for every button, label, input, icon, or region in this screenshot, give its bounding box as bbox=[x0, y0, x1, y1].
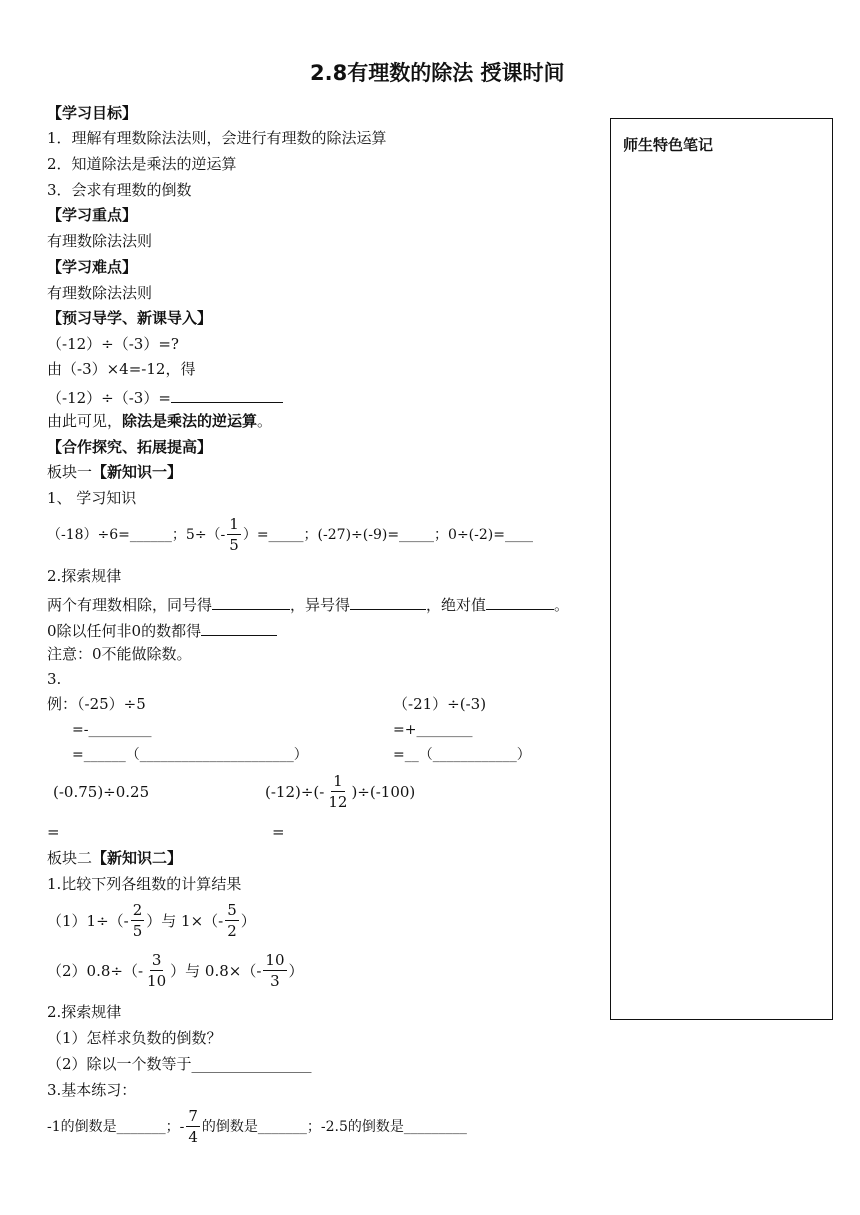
fraction-numerator: 3 bbox=[151, 951, 162, 969]
explore-heading: 【合作探究、拓展提高】 bbox=[47, 438, 213, 456]
compare-2-b: ）与 0.8×（- bbox=[170, 961, 262, 980]
preview-line-4-suffix: 。 bbox=[257, 412, 273, 430]
compare-1-a: （1）1÷（- bbox=[47, 911, 129, 930]
fraction-numerator: 2 bbox=[132, 901, 143, 919]
example-right-2: =+________ bbox=[393, 722, 473, 738]
notes-box-title: 师生特色笔记 bbox=[623, 136, 714, 154]
example-left-3: =______（______________________） bbox=[72, 747, 308, 763]
practice-line bbox=[47, 1103, 467, 1151]
fraction-numerator: 5 bbox=[227, 901, 237, 919]
rule-line-1-d: 。 bbox=[554, 596, 570, 614]
answer-blank[interactable] bbox=[350, 595, 426, 610]
explore-item-3: 3. bbox=[47, 670, 62, 688]
compare-1-b: ）与 1×（- bbox=[146, 911, 224, 930]
fraction-denominator: 12 bbox=[328, 793, 348, 811]
block-2-question-1: （1）怎样求负数的倒数？ bbox=[47, 1029, 222, 1047]
fraction bbox=[145, 953, 168, 989]
fraction-denominator: 4 bbox=[188, 1128, 198, 1146]
block-2-question-2: （2）除以一个数等于________________ bbox=[47, 1055, 312, 1073]
block-2-rule-title: 2.探索规律 bbox=[47, 1003, 122, 1021]
preview-line-1: （-12）÷（-3）=? bbox=[47, 335, 179, 353]
answer-blank[interactable] bbox=[201, 621, 277, 636]
practice-b: 的倒数是_______；-2.5的倒数是_________ bbox=[201, 1119, 467, 1135]
answer-blank[interactable] bbox=[212, 595, 290, 610]
page-title: 2.8有理数的除法 授课时间 bbox=[310, 61, 565, 85]
calc-line bbox=[47, 512, 533, 558]
rule-line-1-c: ，绝对值 bbox=[426, 596, 487, 614]
compare-2 bbox=[47, 947, 304, 995]
answer-blank[interactable] bbox=[486, 595, 554, 610]
fraction-denominator: 2 bbox=[227, 922, 237, 940]
example-2-left: (-0.75)÷0.25 bbox=[53, 783, 150, 801]
objectives-heading: 【学习目标】 bbox=[47, 104, 138, 122]
practice-title: 3.基本练习： bbox=[47, 1081, 137, 1099]
fraction-denominator: 3 bbox=[270, 972, 280, 990]
objective-item: 2．知道除法是乘法的逆运算 bbox=[47, 155, 237, 173]
compare-1 bbox=[47, 897, 256, 945]
preview-line-4-prefix: 由此可见， bbox=[47, 412, 123, 430]
compare-2-a: （2）0.8÷（- bbox=[47, 961, 144, 980]
preview-heading: 【预习导学、新课导入】 bbox=[47, 309, 213, 327]
equals-sign: = bbox=[272, 823, 285, 841]
fraction bbox=[131, 903, 145, 939]
rule-line-1-b: ，异号得 bbox=[290, 596, 351, 614]
key-points-text: 有理数除法法则 bbox=[47, 232, 153, 250]
fraction-numerator: 10 bbox=[265, 951, 285, 969]
rule-note: 注意：0不能做除数。 bbox=[47, 645, 192, 663]
objective-item: 1．理解有理数除法法则，会进行有理数的除法运算 bbox=[47, 129, 387, 147]
calc-text-a: （-18）÷6=______；5÷（- bbox=[47, 527, 226, 543]
block-1-prefix: 板块一 bbox=[47, 463, 93, 481]
fraction bbox=[225, 903, 239, 939]
preview-line-2: 由（-3）×4=-12，得 bbox=[47, 360, 196, 378]
rule-line-1-a: 两个有理数相除，同号得 bbox=[47, 596, 213, 614]
block-2-prefix: 板块二 bbox=[47, 849, 93, 867]
example-right-1: （-21）÷(-3) bbox=[393, 695, 487, 713]
answer-blank[interactable] bbox=[171, 388, 283, 403]
rule-title: 2.探索规律 bbox=[47, 567, 122, 585]
fraction-denominator: 5 bbox=[132, 922, 143, 940]
preview-line-4-bold: 除法是乘法的逆运算 bbox=[122, 412, 258, 430]
example-2-right-b: )÷(-100) bbox=[351, 782, 416, 801]
compare-1-c: ） bbox=[240, 911, 256, 930]
key-points-heading: 【学习重点】 bbox=[47, 206, 138, 224]
notes-box bbox=[610, 118, 833, 1020]
block-1-bold: 【新知识一】 bbox=[92, 463, 183, 481]
difficulties-text: 有理数除法法则 bbox=[47, 284, 153, 302]
preview-line-3 bbox=[47, 388, 283, 406]
fraction-denominator: 10 bbox=[147, 972, 167, 990]
rule-line-2 bbox=[47, 621, 277, 639]
fraction bbox=[263, 953, 286, 989]
block-2-item-1: 1.比较下列各组数的计算结果 bbox=[47, 875, 242, 893]
rule-line-2-text: 0除以任何非0的数都得 bbox=[47, 622, 202, 640]
example-left-1: 例：（-25）÷5 bbox=[47, 695, 146, 713]
equals-sign: = bbox=[47, 823, 60, 841]
fraction-denominator: 5 bbox=[229, 536, 239, 554]
fraction-numerator: 7 bbox=[188, 1107, 198, 1125]
preview-line-3-text: （-12）÷（-3）= bbox=[47, 389, 171, 407]
compare-2-c: ） bbox=[288, 961, 304, 980]
example-2-right-a: (-12)÷(- bbox=[265, 782, 325, 801]
fraction bbox=[186, 1109, 200, 1145]
fraction bbox=[326, 774, 349, 810]
fraction-numerator: 1 bbox=[333, 772, 343, 790]
difficulties-heading: 【学习难点】 bbox=[47, 258, 138, 276]
calc-text-b: ）=_____；(-27)÷(-9)=_____；0÷(-2)=____ bbox=[242, 527, 533, 543]
fraction bbox=[227, 517, 241, 553]
preview-line-4 bbox=[47, 414, 272, 429]
objective-item: 3．会求有理数的倒数 bbox=[47, 181, 192, 199]
example-2-right bbox=[265, 768, 415, 816]
fraction-numerator: 1 bbox=[229, 515, 239, 533]
example-left-2: =-_________ bbox=[72, 722, 152, 738]
block-1-title bbox=[47, 465, 182, 480]
block-2-bold: 【新知识二】 bbox=[92, 849, 183, 867]
rule-line-1 bbox=[47, 595, 569, 613]
example-right-3: =__（____________） bbox=[393, 747, 531, 763]
explore-item-1: 1、 学习知识 bbox=[47, 489, 137, 507]
block-2-title bbox=[47, 851, 182, 866]
practice-a: -1的倒数是_______；- bbox=[47, 1119, 185, 1135]
